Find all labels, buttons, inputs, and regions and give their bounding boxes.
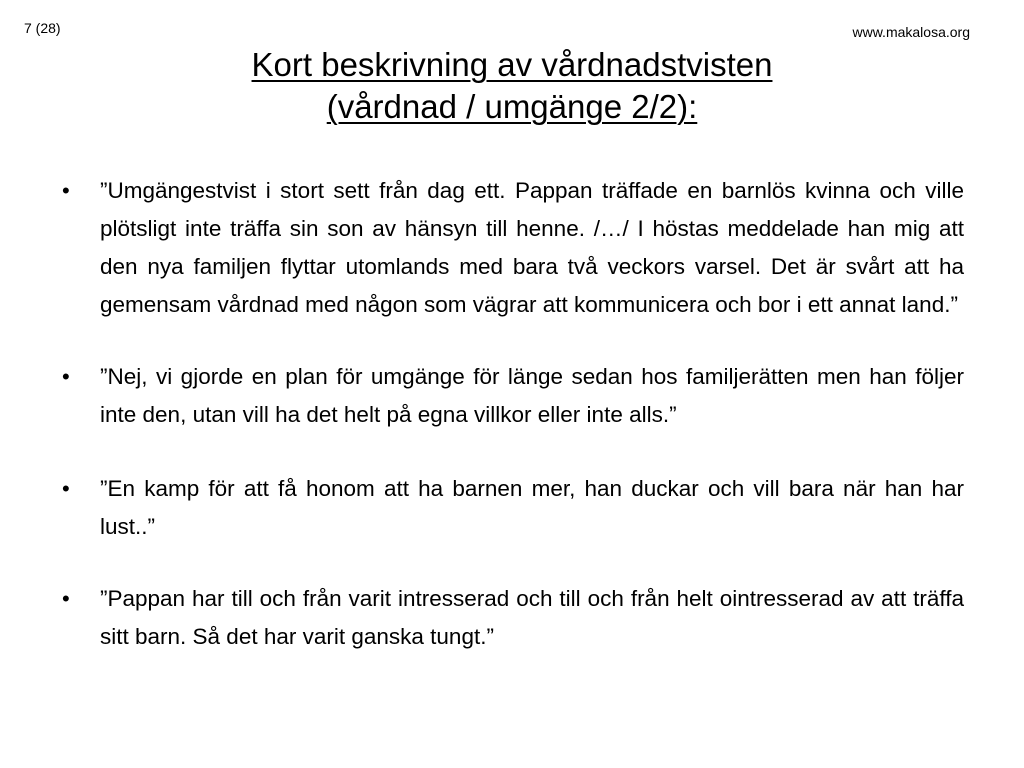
bullet-text: ”En kamp för att få honom att ha barnen mer, han duckar och vill bara när han har lust..” [100,476,964,539]
website-url: www.makalosa.org [852,24,970,40]
bullet-text: ”Umgängestvist i stort sett från dag ett. Pappan träffade en barnlös kvinna och ville plötsligt inte träffa sin son av hänsyn till henne. /…/ I höstas meddelade han mig att den nya familjen flyttar utomlands med bara två veckors varsel. Det är svårt att ha gemensam vårdnad med någon som vägrar att kommunicera och bor i ett annat land.” [100,178,964,317]
bullet-icon: • [62,364,70,389]
bullet-list [60,172,964,690]
bullet-item [60,470,964,546]
slide-title-line-1: Kort beskrivning av vårdnadstvisten [251,46,773,83]
bullet-item [60,358,964,434]
slide-title [112,44,912,128]
page-number: 7 (28) [24,20,61,36]
bullet-icon: • [62,586,70,611]
slide-title-line-2: (vårdnad / umgänge 2/2): [326,88,698,125]
bullet-icon: • [62,476,70,501]
bullet-item [60,580,964,656]
bullet-item [60,172,964,324]
bullet-icon: • [62,178,70,203]
bullet-text: ”Pappan har till och från varit intresserad och till och från helt ointresserad av att träffa sitt barn. Så det har varit ganska tungt.” [100,586,964,649]
bullet-text: ”Nej, vi gjorde en plan för umgänge för länge sedan hos familjerätten men han följer inte den, utan vill ha det helt på egna villkor eller inte alls.” [100,364,964,427]
